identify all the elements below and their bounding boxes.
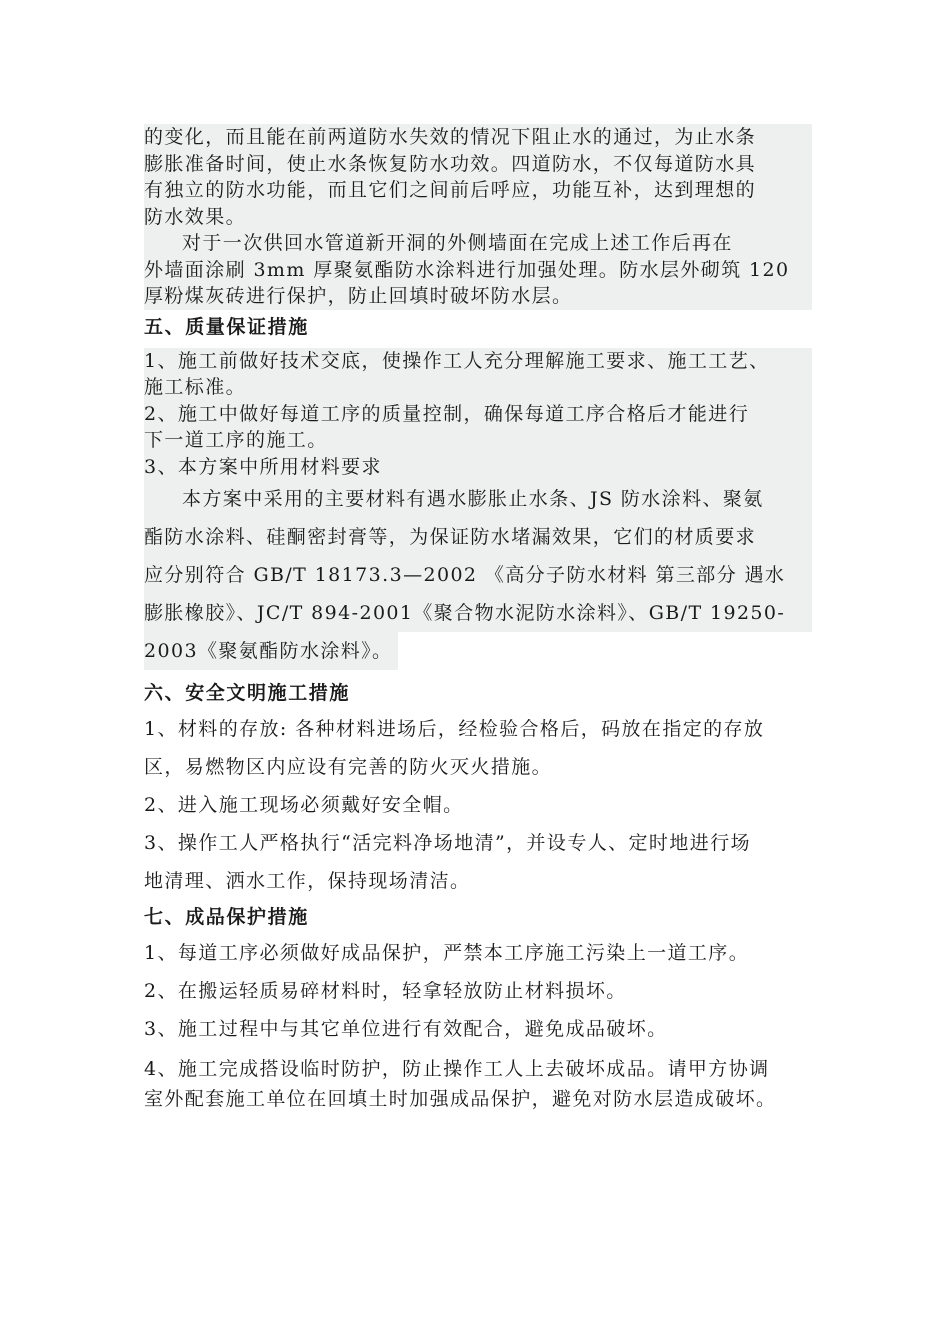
intro-paragraph [144, 124, 812, 310]
materials-line: 膨胀橡胶》、JC/T 894-2001《聚合物水泥防水涂料》、GB/T 19250- [144, 602, 786, 624]
intro-line: 防水效果。 [144, 205, 247, 228]
list-item: 地清理、洒水工作，保持现场清洁。 [144, 870, 471, 892]
list-item: 2、进入施工现场必须戴好安全帽。 [144, 794, 464, 816]
list-item: 施工标准。 [144, 376, 247, 398]
intro-line: 对于一次供回水管道新开洞的外侧墙面在完成上述工作后再在 [182, 232, 733, 254]
intro-line: 有独立的防水功能，而且它们之间前后呼应，功能互补，达到理想的 [144, 179, 757, 201]
materials-line: 酯防水涂料、硅酮密封膏等，为保证防水堵漏效果，它们的材质要求 [144, 526, 757, 548]
intro-line: 的变化，而且能在前两道防水失效的情况下阻止水的通过，为止水条 [144, 126, 757, 148]
quality-list [144, 348, 812, 481]
list-item: 1、材料的存放: 各种材料进场后，经检验合格后，码放在指定的存放 [144, 718, 765, 740]
intro-line: 膨胀准备时间，使止水条恢复防水功效。四道防水，不仅每道防水具 [144, 152, 757, 175]
list-item: 2、在搬运轻质易碎材料时，轻拿轻放防止材料损坏。 [144, 980, 627, 1002]
section-heading-protection: 七、成品保护措施 [144, 906, 309, 928]
materials-line: 2003《聚氨酯防水涂料》。 [144, 632, 398, 670]
section-heading-quality: 五、质量保证措施 [144, 315, 309, 338]
list-item: 1、施工前做好技术交底，使操作工人充分理解施工要求、施工工艺、 [144, 349, 770, 372]
list-item: 室外配套施工单位在回填土时加强成品保护，避免对防水层造成破坏。 [144, 1088, 777, 1110]
list-item: 2、施工中做好每道工序的质量控制，确保每道工序合格后才能进行 [144, 402, 750, 425]
list-item: 区，易燃物区内应设有完善的防火灭火措施。 [144, 756, 553, 778]
materials-line: 本方案中采用的主要材料有遇水膨胀止水条、JS 防水涂料、聚氨 [182, 488, 764, 510]
document-page [144, 124, 812, 1114]
section-heading-safety: 六、安全文明施工措施 [144, 682, 351, 704]
materials-last-line-wrap [144, 632, 812, 670]
materials-line: 应分别符合 GB/T 18173.3—2002 《高分子防水材料 第三部分 遇水 [144, 564, 786, 586]
intro-line: 厚粉煤灰砖进行保护，防止回填时破坏防水层。 [144, 285, 573, 307]
list-item: 4、施工完成搭设临时防护，防止操作工人上去破坏成品。请甲方协调 [144, 1058, 770, 1080]
list-item: 1、每道工序必须做好成品保护，严禁本工序施工污染上一道工序。 [144, 942, 750, 964]
intro-line: 外墙面涂刷 3mm 厚聚氨酯防水涂料进行加强处理。防水层外砌筑 120 [144, 258, 790, 281]
list-item: 3、本方案中所用材料要求 [144, 455, 382, 478]
materials-paragraph [144, 480, 812, 632]
list-item: 3、操作工人严格执行“活完料净场地清”，并设专人、定时地进行场 [144, 832, 751, 854]
list-item: 3、施工过程中与其它单位进行有效配合，避免成品破坏。 [144, 1018, 668, 1040]
list-item: 下一道工序的施工。 [144, 429, 328, 451]
